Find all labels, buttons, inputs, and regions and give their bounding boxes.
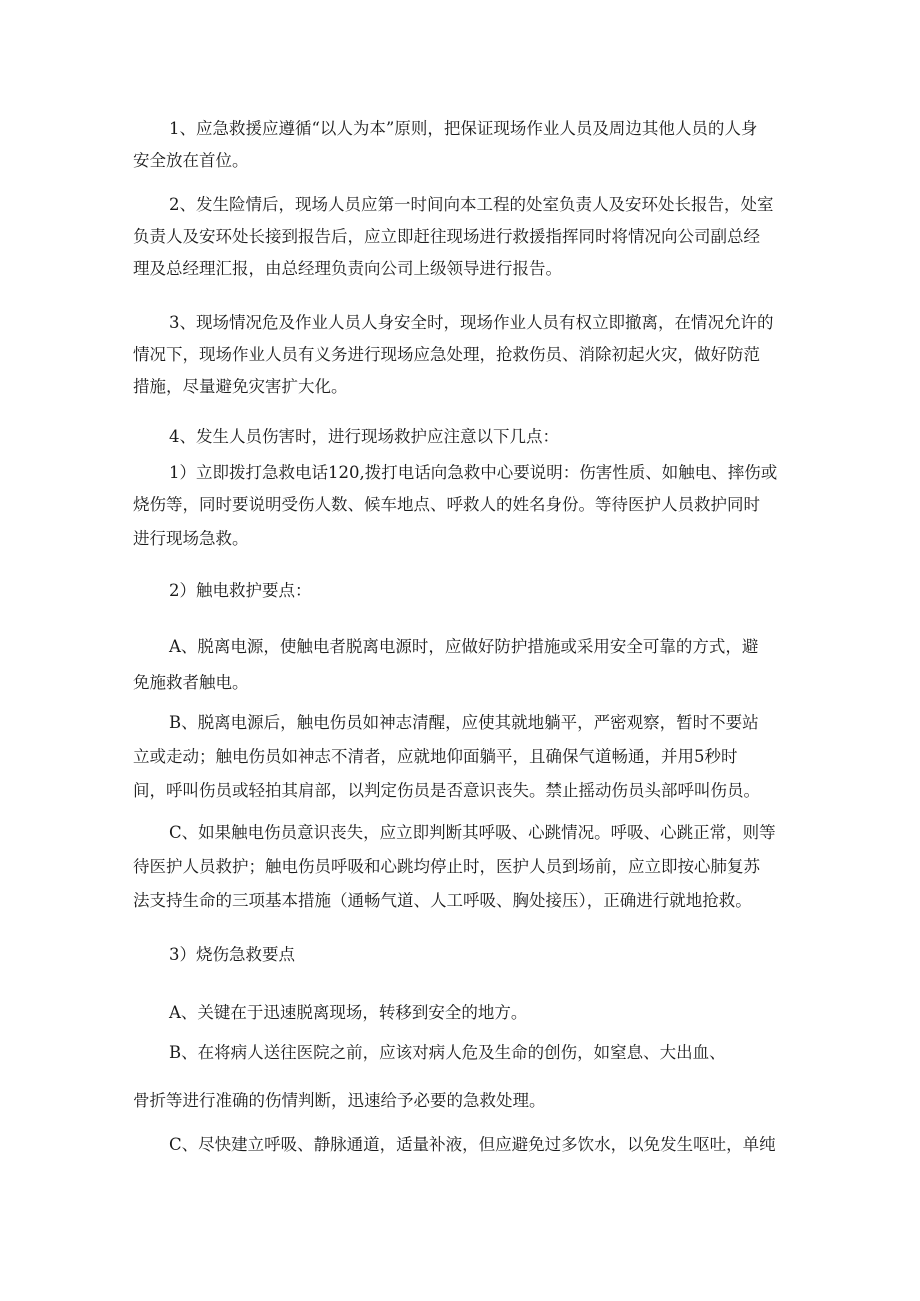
paragraph-line: 1）立即拨打急救电话120,拨打电话向急救中心要说明：伤害性质、如触电、摔伤或 [169, 463, 778, 482]
paragraph-line: 安全放在首位。 [133, 151, 249, 170]
paragraph-line: 理及总经理汇报，由总经理负责向公司上级领导进行报告。 [133, 259, 562, 278]
paragraph-line: B、在将病人送往医院之前，应该对病人危及生命的创伤，如窒息、大出血、 [169, 1043, 726, 1062]
paragraph-line: 间，呼叫伤员或轻拍其肩部，以判定伤员是否意识丧失。禁止摇动伤员头部呼叫伤员。 [133, 781, 760, 800]
paragraph-line: C、如果触电伤员意识丧失，应立即判断其呼吸、心跳情况。呼吸、心跳正常，则等 [169, 823, 776, 842]
paragraph-line: 4、发生人员伤害时，进行现场救护应注意以下几点： [169, 427, 559, 446]
paragraph-line: 法支持生命的三项基本措施（通畅气道、人工呼吸、胸处接压），正确进行就地抢救。 [133, 891, 752, 910]
paragraph-line: B、脱离电源后，触电伤员如神志清醒，应使其就地躺平，严密观察，暂时不要站 [169, 713, 759, 732]
paragraph-line: 情况下，现场作业人员有义务进行现场应急处理，抢救伤员、消除初起火灾，做好防范 [133, 345, 760, 364]
paragraph-line: 1、应急救援应遵循“以人为本”原则，把保证现场作业人员及周边其他人员的人身 [169, 119, 758, 138]
paragraph-line: 立或走动；触电伤员如神志不清者，应就地仰面躺平，且确保气道畅通，并用5秒时 [133, 747, 738, 766]
paragraph-line: 骨折等进行准确的伤情判断，迅速给予必要的急救处理。 [133, 1091, 546, 1110]
paragraph-line: 3、现场情况危及作业人员人身安全时，现场作业人员有权立即撤离，在情况允许的 [169, 313, 774, 332]
paragraph-line: 待医护人员救护；触电伤员呼吸和心跳均停止时，医护人员到场前，应立即按心肺复苏 [133, 857, 760, 876]
paragraph-line: 进行现场急救。 [133, 529, 249, 548]
paragraph-line: 免施救者触电。 [133, 673, 249, 692]
paragraph-line: 烧伤等，同时要说明受伤人数、候车地点、呼救人的姓名身份。等待医护人员救护同时 [133, 495, 760, 514]
paragraph-line: A、脱离电源，使触电者脱离电源时，应做好防护措施或采用安全可靠的方式，避 [169, 637, 759, 656]
paragraph-line: 2、发生险情后，现场人员应第一时间向本工程的处室负责人及安环处长报告，处室 [169, 195, 774, 214]
paragraph-line: C、尽快建立呼吸、静脉通道，适量补液，但应避免过多饮水，以免发生呕吐，单纯 [169, 1135, 776, 1154]
paragraph-line: 2）触电救护要点： [169, 581, 312, 600]
paragraph-line: 3）烧伤急救要点 [169, 945, 295, 964]
paragraph-line: A、关键在于迅速脱离现场，转移到安全的地方。 [169, 1003, 528, 1022]
paragraph-line: 措施，尽量避免灾害扩大化。 [133, 377, 348, 396]
paragraph-line: 负责人及安环处长接到报告后，应立即赶往现场进行救援指挥同时将情况向公司副总经 [133, 227, 760, 246]
